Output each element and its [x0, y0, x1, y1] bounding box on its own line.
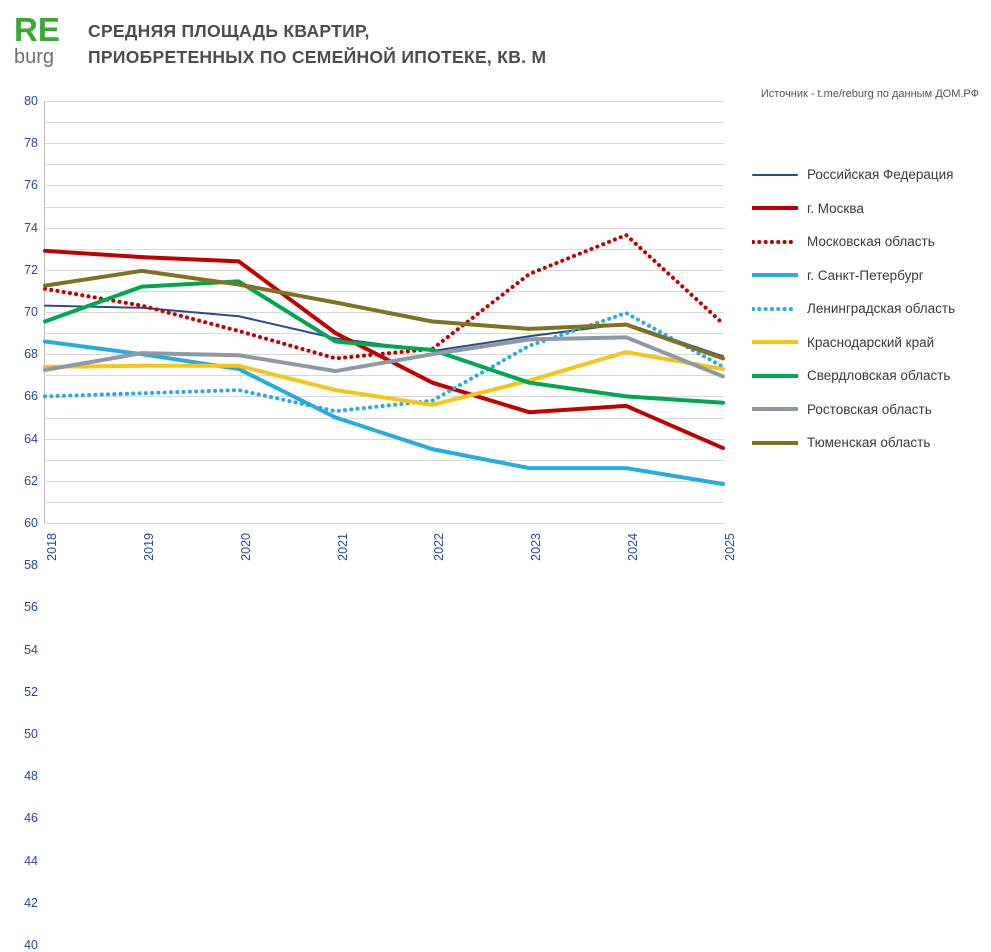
chart-plot-area [24, 94, 737, 952]
legend-item-label: Ленинградская область [807, 301, 956, 317]
y-axis-tick-label: 72 [24, 262, 38, 277]
y-axis-tick-label: 46 [24, 811, 38, 826]
y-axis-tick-label: 66 [24, 389, 38, 404]
y-axis-tick-label: 54 [24, 642, 38, 657]
chart-series-lines [44, 101, 724, 523]
legend-line-swatch [752, 336, 798, 348]
legend-item-label: Московская область [807, 234, 935, 250]
y-axis-tick-label: 44 [24, 853, 38, 868]
legend-item[interactable] [752, 326, 984, 360]
legend-item-label: Тюменская область [807, 435, 931, 451]
logo-burg-text: burg [14, 46, 55, 68]
y-axis-tick-label: 70 [24, 305, 38, 319]
legend-item[interactable] [752, 192, 984, 226]
reburg-logo [14, 11, 76, 76]
y-axis-tick-label: 40 [24, 938, 38, 952]
y-axis-tick-label: 68 [24, 347, 38, 362]
y-axis-tick-label: 64 [24, 431, 38, 446]
legend-item-label: г. Санкт-Петербург [807, 267, 924, 283]
chart-title-line-2: ПРИОБРЕТЕННЫХ ПО СЕМЕЙНОЙ ИПОТЕКЕ, КВ. М [88, 47, 547, 67]
y-axis-tick-label: 56 [24, 600, 38, 615]
y-axis-tick-label: 48 [24, 769, 38, 784]
x-axis-tick-label: 2025 [723, 533, 737, 561]
series-line [45, 281, 723, 402]
x-axis-tick-label: 2024 [626, 533, 641, 561]
legend-item-label: Свердловская область [807, 368, 951, 384]
y-axis-tick-label: 52 [24, 684, 38, 699]
legend-item-label: г. Москва [807, 200, 864, 216]
legend-line-swatch [752, 169, 798, 181]
legend-line-swatch [752, 202, 798, 214]
legend-line-swatch [752, 269, 798, 281]
legend-line-swatch [752, 403, 798, 415]
legend-line-swatch [752, 437, 798, 449]
y-axis-tick-label: 78 [24, 136, 38, 151]
y-axis-tick-label: 76 [24, 178, 38, 193]
legend-item[interactable] [752, 393, 984, 427]
chart-title-line-1: СРЕДНЯЯ ПЛОЩАДЬ КВАРТИР, [88, 21, 370, 41]
legend-line-swatch [752, 370, 798, 382]
chart-canvas [24, 94, 737, 952]
y-axis-tick-label: 60 [24, 516, 38, 530]
legend-line-swatch [752, 236, 798, 248]
x-axis-tick-label: 2020 [238, 533, 253, 561]
legend-line-swatch [752, 303, 798, 315]
source-note: Источник - t.me/reburg по данным ДОМ.РФ [760, 88, 979, 100]
x-axis-tick-label: 2019 [141, 533, 156, 561]
y-axis-tick-label: 58 [24, 558, 38, 573]
y-axis-tick-label: 62 [24, 473, 38, 488]
x-axis-tick-label: 2021 [335, 533, 350, 561]
chart-legend [752, 158, 984, 460]
legend-item[interactable] [752, 359, 984, 393]
legend-item[interactable] [752, 158, 984, 192]
series-line [45, 235, 723, 358]
y-axis-tick-label: 74 [24, 220, 38, 235]
y-axis-tick-label: 50 [24, 727, 38, 741]
y-axis-tick-label: 80 [24, 94, 38, 108]
series-line [45, 251, 723, 448]
legend-item[interactable] [752, 225, 984, 259]
legend-item-label: Ростовская область [807, 401, 932, 417]
legend-item[interactable] [752, 259, 984, 293]
x-axis-tick-label: 2018 [45, 533, 59, 561]
legend-item[interactable] [752, 426, 984, 460]
x-axis-tick-label: 2023 [529, 533, 544, 561]
legend-item-label: Российская Федерация [807, 167, 954, 183]
x-axis-tick-label: 2022 [432, 533, 447, 561]
legend-item[interactable] [752, 292, 984, 326]
logo-re-text: RE [14, 11, 60, 48]
legend-item-label: Краснодарский край [807, 334, 935, 350]
y-axis-tick-label: 42 [24, 895, 38, 910]
chart-title [88, 18, 728, 70]
